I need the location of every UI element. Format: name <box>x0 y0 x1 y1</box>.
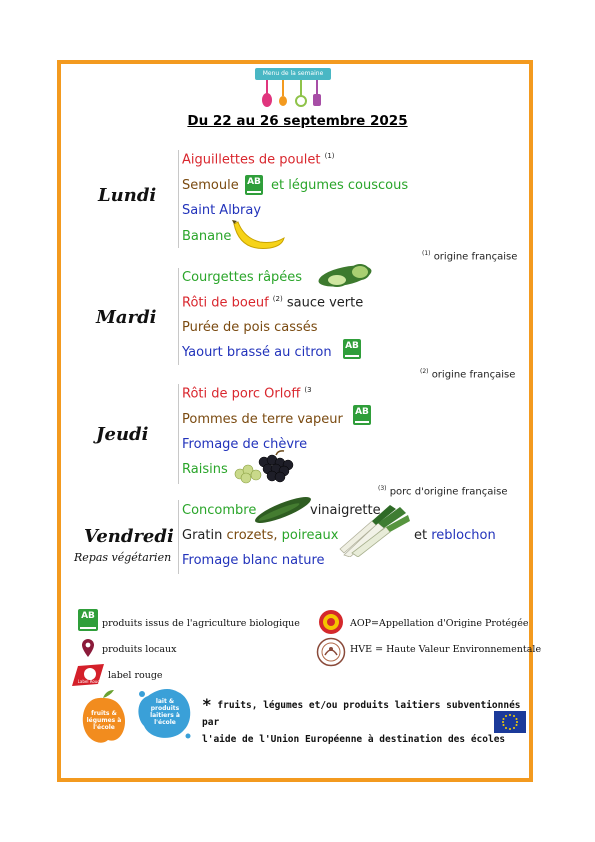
eu-flag-icon <box>494 711 526 737</box>
menu-item: Fromage blanc nature <box>182 553 325 568</box>
legend-local: produits locaux <box>102 644 177 655</box>
menu-item: Gratin crozets, poireaux <box>182 528 339 543</box>
day-jeudi: Jeudi <box>96 424 149 445</box>
banana-icon <box>230 218 286 260</box>
menu-item: Purée de pois cassés <box>182 320 318 335</box>
bio-icon: AB <box>353 405 371 425</box>
footnote: $^{(3)}$ porc d'origine française <box>378 485 508 498</box>
leek-icon <box>338 505 412 561</box>
day-mardi: Mardi <box>96 307 157 328</box>
legend-hve: HVE = Haute Valeur Environnementale <box>350 644 542 655</box>
menu-item: Concombre <box>182 503 257 518</box>
footnote: $^{(1)}$ origine française <box>422 250 518 263</box>
menu-item-extra: vinaigrette <box>310 503 381 518</box>
zucchini-icon <box>315 260 377 294</box>
footnote: $^{(2)}$ origine française <box>420 368 516 381</box>
divider-jeudi <box>178 384 179 484</box>
menu-item: Rôti de boeuf $^{(2)}$ sauce verte <box>182 295 364 311</box>
menu-logo-text: Menu de la semaine <box>262 70 324 77</box>
aop-icon <box>318 609 344 639</box>
menu-item: Pommes de terre vapeur <box>182 412 343 427</box>
fruits-legumes-ecole-logo <box>78 688 128 746</box>
menu-item: Aiguillettes de poulet $^{(1)}$ <box>182 152 335 168</box>
eu-subsidy-note: * fruits, légumes et/ou produits laitiers subventionnés par l'aide de l'Union Européenne à destination des écoles <box>202 695 521 745</box>
legend-bio: produits issus de l'agriculture biologique <box>102 618 300 629</box>
menu-item: Semoule <box>182 178 239 193</box>
day-lundi: Lundi <box>98 185 157 206</box>
day-vendredi: Vendredi <box>84 526 174 547</box>
location-pin-icon <box>81 638 95 662</box>
lait-ecole-logo <box>134 684 194 742</box>
day-vendredi-subtitle: Repas végétarien <box>74 551 172 564</box>
bio-icon: AB <box>78 609 98 631</box>
divider-lundi <box>178 150 179 248</box>
label-rouge-mark: Label Rouge <box>77 679 103 684</box>
legend-aop: AOP=Appellation d'Origine Protégée <box>350 618 529 629</box>
menu-item-extra: et reblochon <box>414 528 496 543</box>
menu-item-extra: et légumes couscous <box>271 178 409 193</box>
cucumber-icon <box>252 492 314 532</box>
divider-vendredi <box>178 500 179 574</box>
bio-icon: AB <box>343 339 361 359</box>
menu-item: Raisins <box>182 462 228 477</box>
divider-mardi <box>178 268 179 365</box>
bio-icon: AB <box>245 175 263 195</box>
lait-logo-text: lait & produits laitiers à l'école <box>150 698 180 726</box>
menu-logo <box>255 68 331 110</box>
grapes-icon <box>232 450 300 488</box>
menu-item: Rôti de porc Orloff $^{(3}$ <box>182 386 312 402</box>
legend-label-rouge: label rouge <box>108 670 163 681</box>
hve-icon <box>316 637 346 671</box>
menu-item: Yaourt brassé au citron <box>182 345 332 360</box>
menu-item: Saint Albray <box>182 203 262 218</box>
menu-item: Courgettes râpées <box>182 270 303 285</box>
page-title: Du 22 au 26 septembre 2025 <box>187 113 408 129</box>
menu-item: Banane <box>182 229 232 244</box>
menu-item: Fromage de chèvre <box>182 437 308 452</box>
fruits-logo-text: fruits & légumes à l'école <box>86 710 122 731</box>
